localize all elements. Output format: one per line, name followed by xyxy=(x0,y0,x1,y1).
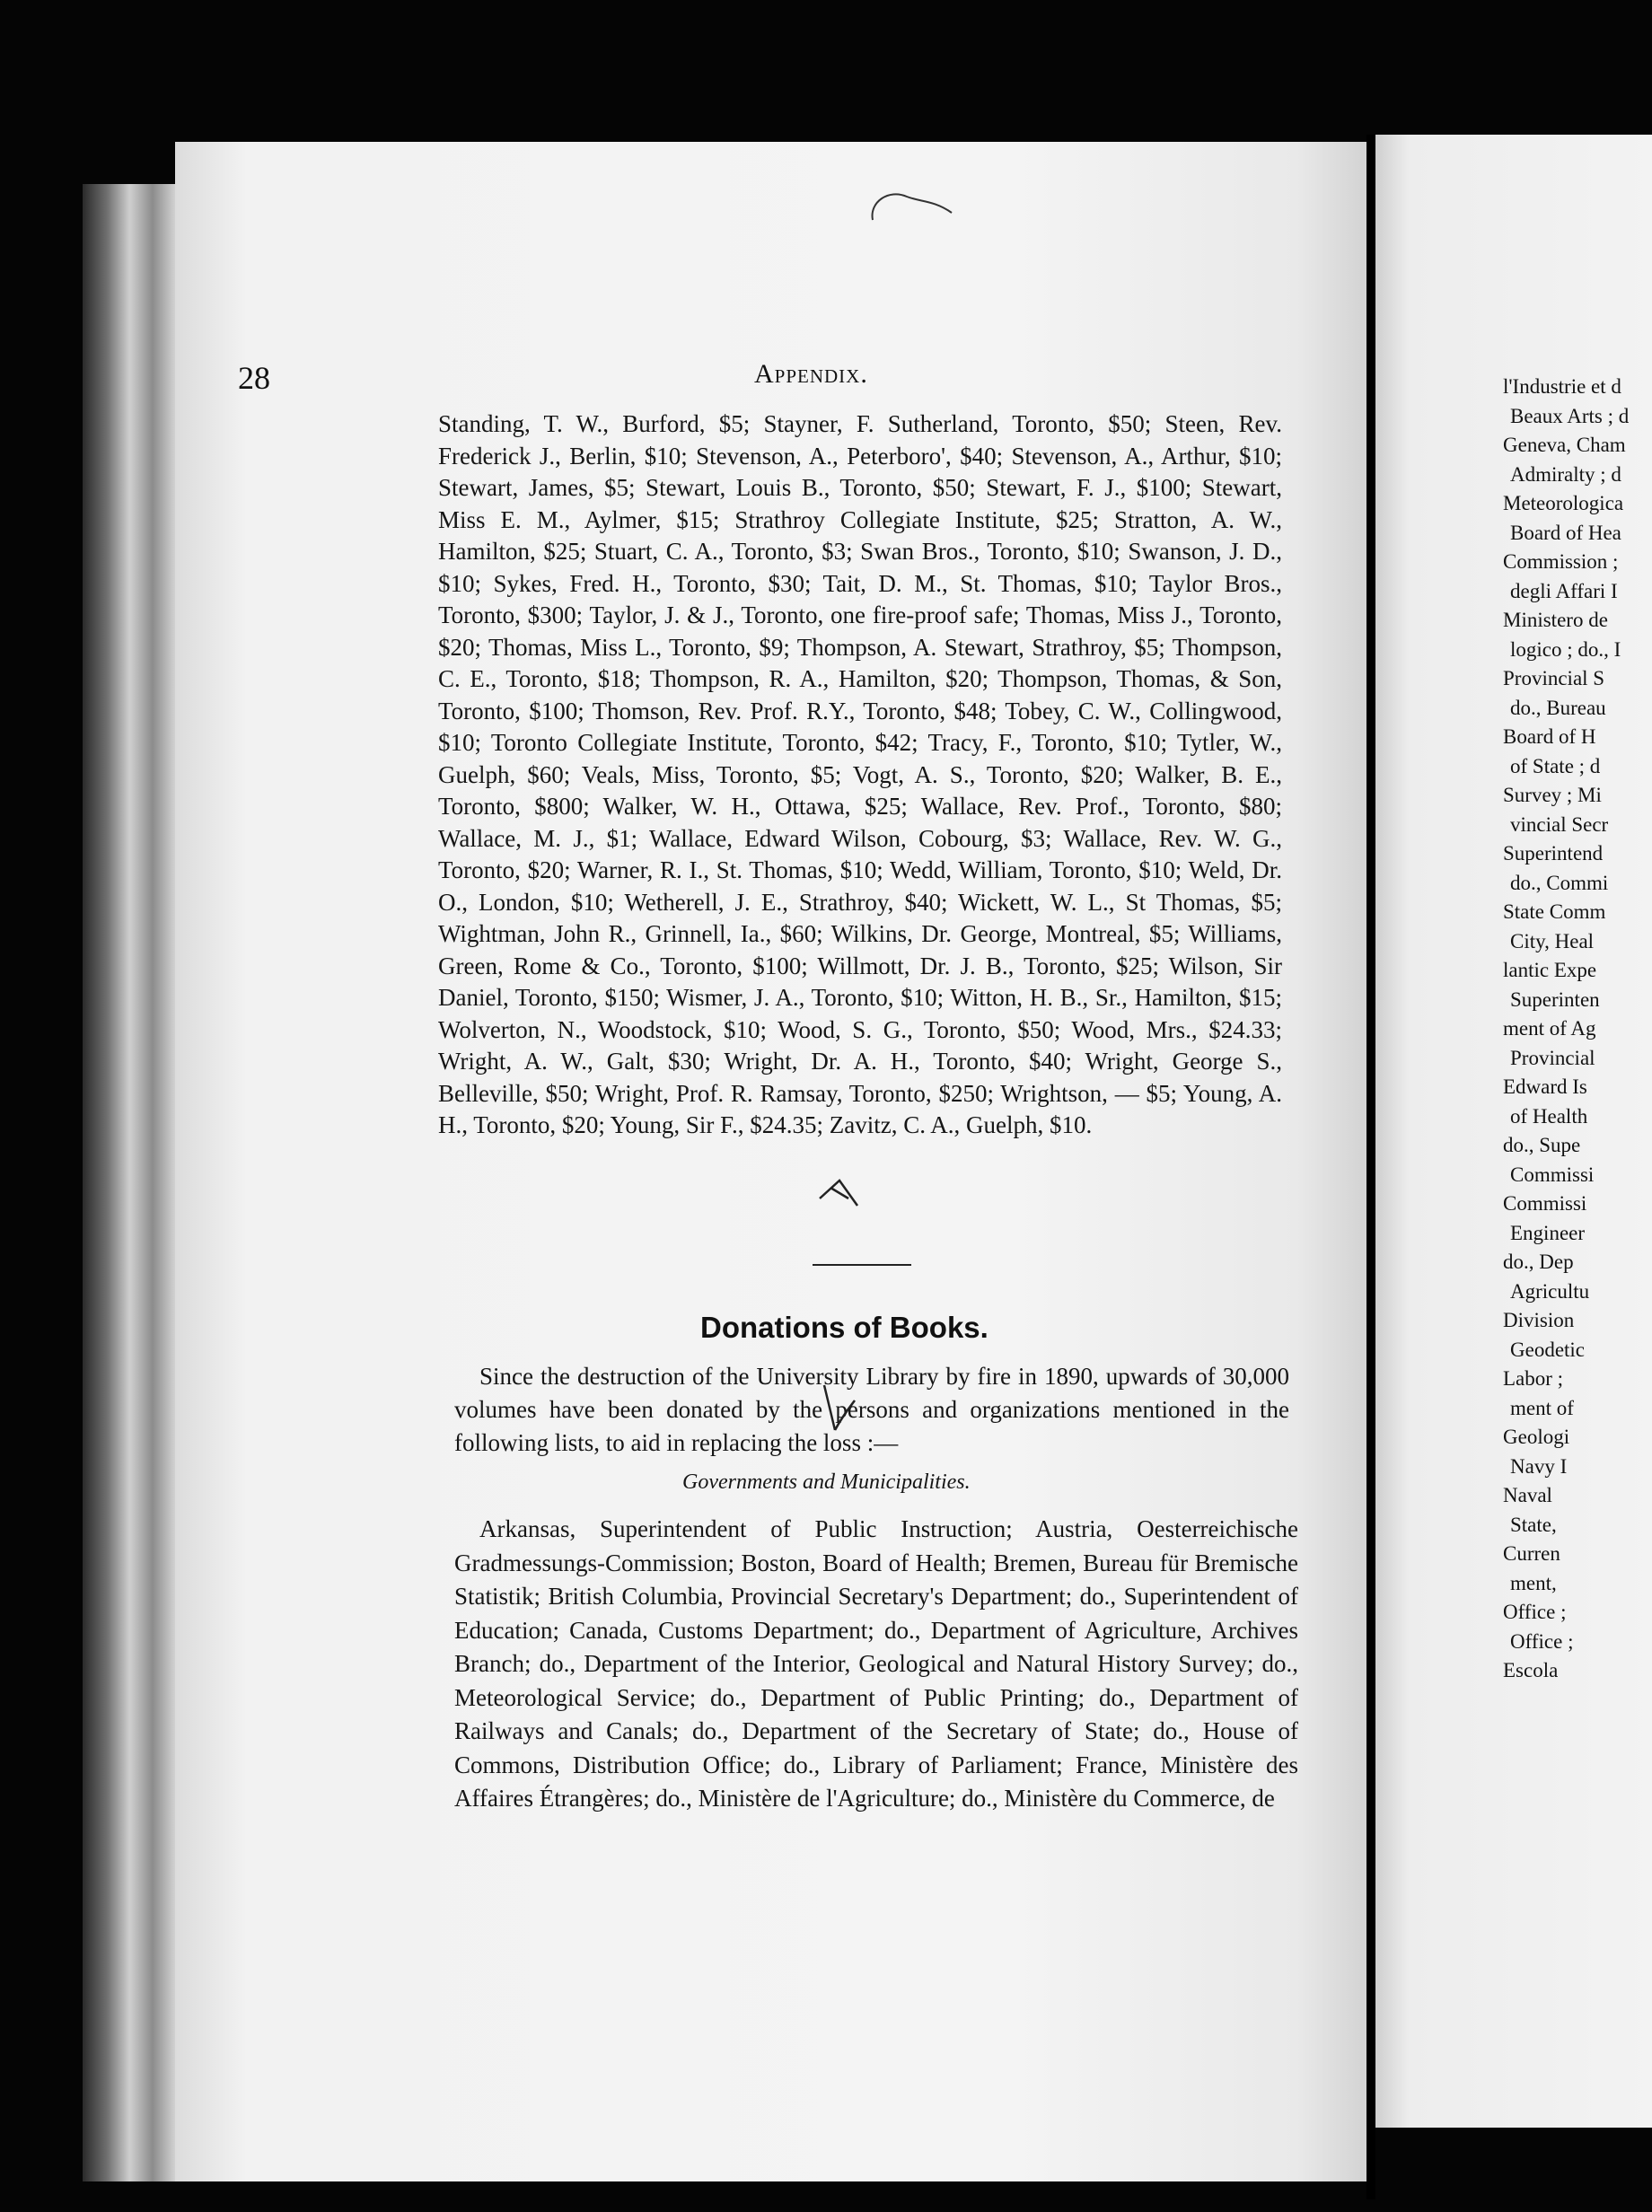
right-page-line: Board of H xyxy=(1503,725,1596,748)
right-page-line: State Comm xyxy=(1503,900,1606,923)
right-page-line: do., Bureau xyxy=(1510,696,1606,719)
right-page-line: Escola xyxy=(1503,1659,1559,1681)
right-page-line: Admiralty ; d xyxy=(1510,462,1621,486)
right-page-line: Provincial xyxy=(1510,1046,1595,1069)
subheading: Governments and Municipalities. xyxy=(682,1470,971,1494)
right-page-line: Commissi xyxy=(1510,1163,1595,1186)
pencil-mark-icon xyxy=(815,1381,860,1435)
right-page-line: Meteorologica xyxy=(1503,492,1624,514)
right-page-line: Edward Is xyxy=(1503,1075,1587,1098)
right-page-line: lantic Expe xyxy=(1503,959,1597,981)
governments-list: Arkansas, Superintendent of Public Instruction; Austria, Oesterreichische Gradmessungs-Commission; Boston, Board of Health; Bremen, Bureau für Bremische Statistik; British Columbia, Provincial Secretary's Department; do., Superintendent of Education; Canada, Customs Department; do., Department of Agriculture, Archives Branch; do., Department of the Interior, Geological and Natural History Survey; do., Meteorological Service; do., Department of Public Printing; do., Department of Railways and Canals; do., Department of the Secretary of State; do., House of Commons, Distribution Office; do., Library of Parliament; France, Ministère des Affaires Étrangères; do., Ministère de l'Agriculture; do., Ministère du Commerce, de xyxy=(454,1515,1298,1812)
right-page-line: City, Heal xyxy=(1510,929,1595,952)
right-page-line: Commissi xyxy=(1503,1192,1587,1215)
right-page-line: Geneva, Cham xyxy=(1503,434,1626,456)
right-page-line: Division xyxy=(1503,1309,1575,1331)
right-page-line: Geologi xyxy=(1503,1426,1570,1448)
right-page-line: Superintend xyxy=(1503,842,1604,865)
right-page-line: ment of xyxy=(1510,1396,1574,1419)
right-page-line: do., Commi xyxy=(1510,871,1609,894)
pencil-mark-icon xyxy=(813,1172,866,1212)
intro-paragraph: Since the destruction of the University Library by fire in 1890, upwards of 30,000 volumes have been donated by the persons and organizations mentioned in the following lists, to aid in replacing the loss :— xyxy=(454,1363,1289,1456)
right-page-line: degli Affari I xyxy=(1510,579,1618,602)
right-page-line: of Health xyxy=(1510,1104,1588,1128)
right-page-line: Navy I xyxy=(1510,1454,1568,1478)
right-page-line: Curren xyxy=(1503,1542,1560,1565)
right-page-line: logico ; do., I xyxy=(1510,637,1621,661)
right-page-line: Naval xyxy=(1503,1484,1552,1506)
page-number: 28 xyxy=(238,360,270,396)
right-page-line: Provincial S xyxy=(1503,667,1605,689)
running-head-text: Appendix. xyxy=(754,359,868,389)
right-page-line: Superinten xyxy=(1510,988,1600,1011)
right-page-text xyxy=(1503,373,1652,1686)
right-page-line: ment of Ag xyxy=(1503,1017,1596,1040)
right-page-line: do., Supe xyxy=(1503,1134,1581,1156)
pencil-mark-icon xyxy=(862,184,961,238)
right-page-line: vincial Secr xyxy=(1510,812,1609,836)
running-head xyxy=(754,359,868,390)
right-page-line: Engineer xyxy=(1510,1221,1586,1244)
right-page-line: Commission ; xyxy=(1503,550,1619,573)
right-page-line: ment, xyxy=(1510,1571,1557,1594)
right-page-line: of State ; d xyxy=(1510,754,1601,777)
subscribers-list: Standing, T. W., Burford, $5; Stayner, F. Sutherland, Toronto, $50; Steen, Rev. Frederick J., Berlin, $10; Stevenson, A., Peterboro', $40; Stevenson, A., Arthur, $10; Stewart, James, $5; Stewart, Louis B., Toronto, $50; Stewart, F. J., $100; Stewart, Miss E. M., Aylmer, $15; Strathroy Collegiate Institute, $25; Stratton, A. W., Hamilton, $25; Stuart, C. A., Toronto, $3; Swan Bros., Toronto, $10; Swanson, J. D., $10; Sykes, Fred. H., Toronto, $30; Tait, D. M., St. Thomas, $10; Taylor Bros., Toronto, $300; Taylor, J. & J., Toronto, one fire-proof safe; Thomas, Miss J., Toronto, $20; Thomas, Miss L., Toronto, $9; Thompson, A. Stewart, Strathroy, $5; Thompson, C. E., Toronto, $18; Thompson, R. A., Hamilton, $20; Thompson, Thomas, & Son, Toronto, $100; Thomson, Rev. Prof. R.Y., Toronto, $48; Tobey, C. W., Collingwood, $10; Toronto Collegiate Institute, Toronto, $42; Tracy, F., Toronto, $10; Tytler, W., Guelph, $60; Veals, Miss, Toronto, $5; Vogt, A. S., Toronto, $20; Walker, B. E., Toronto, $800; Walker, W. H., Ottawa, $25; Wallace, Rev. Prof., Toronto, $80; Wallace, M. J., $1; Wallace, Edward Wilson, Cobourg, $3; Wallace, Rev. W. G., Toronto, $20; Warner, R. I., St. Thomas, $10; Wedd, William, Toronto, $10; Weld, Dr. O., London, $10; Wetherell, J. E., Strathroy, $40; Wickett, W. L., St Thomas, $5; Wightman, John R., Grinnell, Ia., $60; Wilkins, Dr. George, Montreal, $5; Williams, Green, Rome & Co., Toronto, $100; Willmott, Dr. J. B., Toronto, $25; Wilson, Sir Daniel, Toronto, $150; Wismer, J. A., Toronto, $10; Witton, H. B., Sr., Hamilton, $15; Wolverton, N., Woodstock, $10; Wood, S. G., Toronto, $50; Wood, Mrs., $24.33; Wright, A. W., Galt, $30; Wright, Dr. A. H., Toronto, $40; Wright, George S., Belleville, $50; Wright, Prof. R. Ramsay, Toronto, $250; Wrightson, — $5; Young, A. H., Toronto, $20; Young, Sir F., $24.35; Zavitz, C. A., Guelph, $10. xyxy=(438,410,1282,1138)
right-page-line: Ministero de xyxy=(1503,609,1608,631)
right-page-line: Beaux Arts ; d xyxy=(1510,404,1630,427)
section-heading: Donations of Books. xyxy=(700,1311,989,1344)
right-page-line: Labor ; xyxy=(1503,1367,1564,1390)
book-gutter xyxy=(1366,135,1375,2199)
right-page-line: do., Dep xyxy=(1503,1251,1574,1273)
section-separator xyxy=(813,1264,911,1266)
right-page-line: l'Industrie et d xyxy=(1503,375,1621,398)
right-page-line: Office ; xyxy=(1510,1629,1574,1653)
right-page-line: Board of Hea xyxy=(1510,521,1621,544)
right-page-line: Survey ; Mi xyxy=(1503,784,1602,806)
right-page-line: State, xyxy=(1510,1513,1557,1536)
right-page-line: Geodetic xyxy=(1510,1338,1586,1361)
right-page-line: Office ; xyxy=(1503,1601,1567,1623)
right-page xyxy=(1375,135,1652,2128)
right-page-line: Agricultu xyxy=(1510,1279,1590,1303)
